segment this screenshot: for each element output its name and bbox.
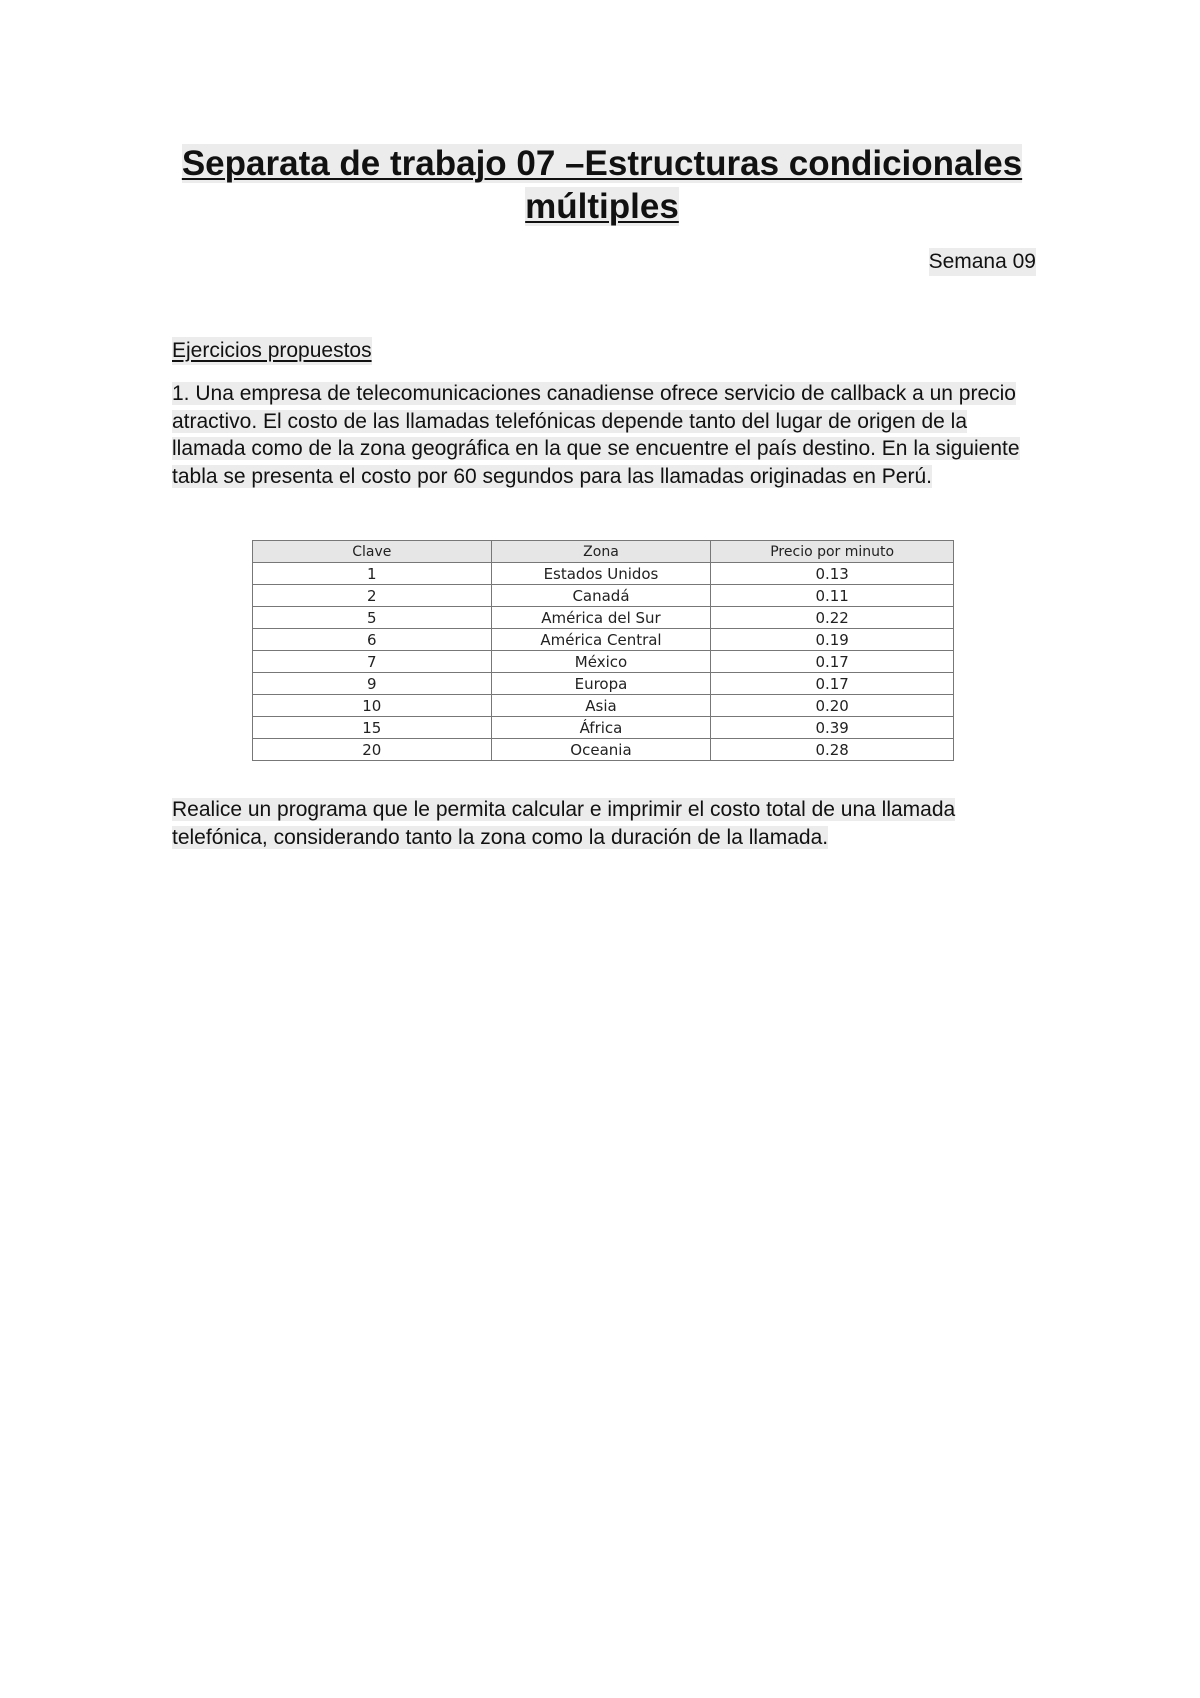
column-header-zona: Zona	[491, 541, 711, 563]
cell-precio: 0.20	[711, 695, 954, 717]
page-title-text: Separata de trabajo 07 –Estructuras condicionales múltiples	[181, 144, 1023, 226]
cell-precio: 0.17	[711, 673, 954, 695]
cell-zona: México	[491, 651, 711, 673]
cell-zona: América Central	[491, 629, 711, 651]
cell-zona: América del Sur	[491, 607, 711, 629]
cell-clave: 9	[253, 673, 492, 695]
cell-precio: 0.11	[711, 585, 954, 607]
table-row	[253, 695, 954, 717]
exercise-text: 1. Una empresa de telecomunicaciones canadiense ofrece servicio de callback a un precio atractivo. El costo de las llamadas telefónicas depende tanto del lugar de origen de la llamada como de la zona geográfica en la que se encuentre el país destino. En la siguiente tabla se presenta el costo por 60 segundos para las llamadas originadas en Perú.	[172, 382, 1020, 488]
section-heading: Ejercicios propuestos	[172, 337, 372, 365]
column-header-precio: Precio por minuto	[711, 541, 954, 563]
cell-precio: 0.28	[711, 739, 954, 761]
table-header-row	[253, 541, 954, 563]
column-header-clave: Clave	[253, 541, 492, 563]
instruction-paragraph	[172, 796, 1044, 851]
cell-clave: 20	[253, 739, 492, 761]
rates-table	[252, 540, 954, 761]
cell-precio: 0.22	[711, 607, 954, 629]
cell-zona: Europa	[491, 673, 711, 695]
week-label: Semana 09	[929, 248, 1036, 276]
table-row	[253, 629, 954, 651]
table-body	[253, 563, 954, 761]
cell-precio: 0.17	[711, 651, 954, 673]
cell-precio: 0.13	[711, 563, 954, 585]
cell-clave: 5	[253, 607, 492, 629]
table-row	[253, 651, 954, 673]
table-row	[253, 739, 954, 761]
cell-zona: Canadá	[491, 585, 711, 607]
cell-zona: África	[491, 717, 711, 739]
cell-clave: 6	[253, 629, 492, 651]
exercise-paragraph	[172, 380, 1044, 490]
instruction-text: Realice un programa que le permita calcular e imprimir el costo total de una llamada telefónica, considerando tanto la zona como la duración de la llamada.	[172, 798, 956, 849]
cell-clave: 7	[253, 651, 492, 673]
cell-precio: 0.39	[711, 717, 954, 739]
cell-zona: Asia	[491, 695, 711, 717]
cell-clave: 1	[253, 563, 492, 585]
cell-zona: Estados Unidos	[491, 563, 711, 585]
cell-zona: Oceania	[491, 739, 711, 761]
rates-table-container	[252, 540, 954, 761]
page-title	[172, 142, 1032, 228]
table-row	[253, 563, 954, 585]
table-row	[253, 673, 954, 695]
cell-clave: 15	[253, 717, 492, 739]
cell-clave: 10	[253, 695, 492, 717]
cell-precio: 0.19	[711, 629, 954, 651]
table-row	[253, 585, 954, 607]
table-row	[253, 607, 954, 629]
table-row	[253, 717, 954, 739]
cell-clave: 2	[253, 585, 492, 607]
